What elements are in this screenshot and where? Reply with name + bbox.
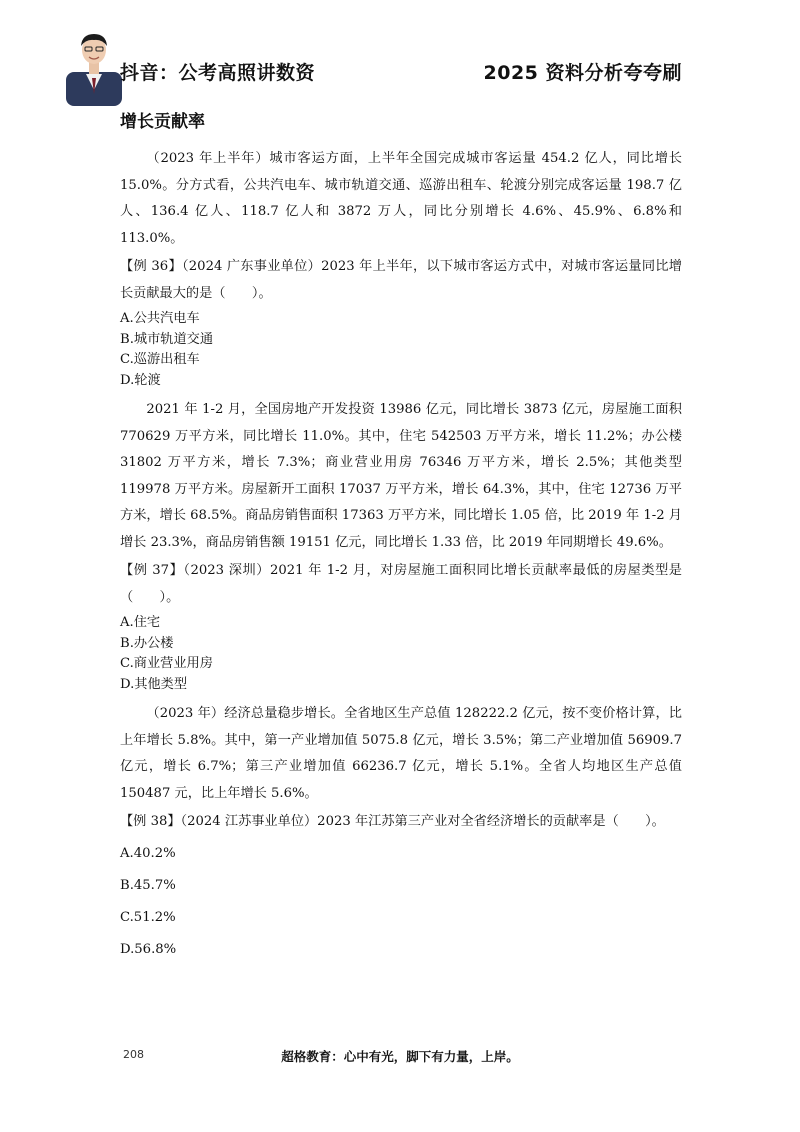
option-list: [120, 309, 682, 391]
passage: （2023 年）经济总量稳步增长。全省地区生产总值 128222.2 亿元，按不变价格计算，比上年增长 5.8%。其中，第一产业增加值 5075.8 亿元，增长 3.5%；第二产业增加值 56909.7 亿元，增长 6.7%；第三产业增加值 66236.7 亿元，增长 5.1%。全省人均地区生产总值 150487 元，比上年增长 5.6%。: [120, 706, 682, 801]
page-content: [120, 108, 682, 972]
header-book-title: 2025 资料分析夸夸刷: [483, 62, 682, 84]
option-b: B.45.7%: [120, 877, 176, 893]
option-c: C.商业营业用房: [120, 656, 213, 671]
page-number: 208: [123, 1048, 144, 1061]
question: 【例 37】（2023 深圳）2021 年 1-2 月，对房屋施工面积同比增长贡献率最低的房屋类型是（ ）。: [120, 563, 682, 605]
example-block-37: [120, 397, 682, 695]
presenter-avatar: [66, 28, 122, 106]
option-list: [120, 838, 682, 966]
section-title: 增长贡献率: [120, 112, 205, 132]
option-list: [120, 613, 682, 695]
option-a: A.住宅: [120, 615, 161, 630]
option-a: A.40.2%: [120, 845, 176, 861]
passage: （2023 年上半年）城市客运方面，上半年全国完成城市客运量 454.2 亿人，同比增长 15.0%。分方式看，公共汽电车、城市轨道交通、巡游出租车、轮渡分别完成客运量 198.7 亿人、136.4 亿人、118.7 亿人和 3872 万人，同比分别增长 4.6%、45.9%、6.8%和 113.0%。: [120, 151, 682, 246]
example-block-36: [120, 146, 682, 391]
footer-slogan: 超格教育：心中有光，脚下有力量，上岸。: [281, 1049, 519, 1064]
example-block-38: [120, 701, 682, 966]
option-d: D.轮渡: [120, 372, 161, 388]
header-channel-title: 抖音：公考高照讲数资: [120, 62, 316, 84]
option-a: A.公共汽电车: [120, 311, 200, 326]
option-c: C.51.2%: [120, 909, 176, 925]
option-b: B.城市轨道交通: [120, 331, 214, 347]
question: 【例 38】（2024 江苏事业单位）2023 年江苏第三产业对全省经济增长的贡献率是（ ）。: [120, 814, 665, 829]
question: 【例 36】（2024 广东事业单位）2023 年上半年，以下城市客运方式中，对城市客运量同比增长贡献最大的是（ ）。: [120, 259, 682, 301]
passage: 2021 年 1-2 月，全国房地产开发投资 13986 亿元，同比增长 3873 亿元，房屋施工面积 770629 万平方米，同比增长 11.0%。其中，住宅 542503 万平方米，增长 11.2%；办公楼 31802 万平方米，增长 7.3%；商业营业用房 76346 万平方米，增长 2.5%；其他类型 119978 万平方米。房屋新开工面积 17037 万平方米，增长 64.3%，其中，住宅 12736 万平方米，增长 68.5%。商品房销售面积 17363 万平方米，同比增长 1.05 倍，比 2019 年 1-2 月增长 23.3%，商品房销售额 19151 亿元，同比增长 1.33 倍，比 2019 年同期增长 49.6%。: [120, 402, 682, 550]
option-d: D.其他类型: [120, 676, 188, 692]
option-c: C.巡游出租车: [120, 352, 200, 367]
option-b: B.办公楼: [120, 635, 174, 651]
option-d: D.56.8%: [120, 941, 177, 957]
page-header: [0, 0, 800, 110]
